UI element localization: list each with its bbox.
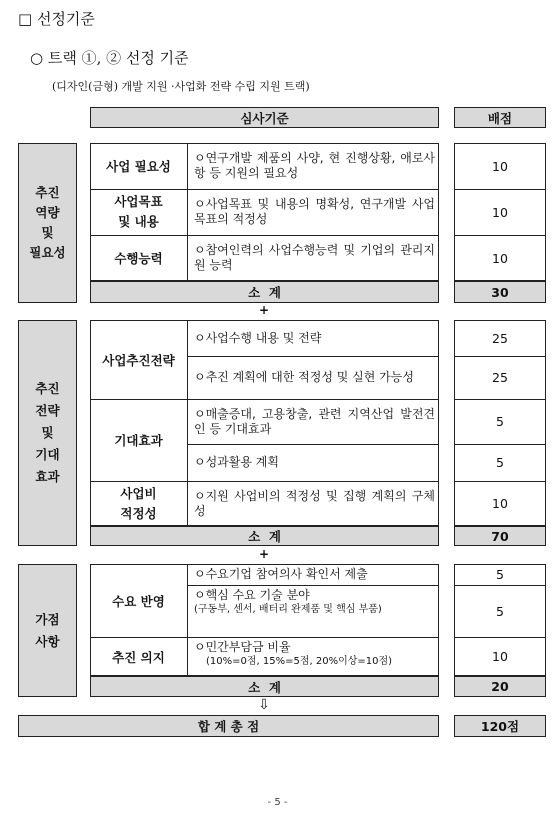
group-goals: 사업목표 및 내용 [114,194,163,229]
grand-total-label: 합 계 총 점 [18,715,439,737]
score-value: 10 [492,204,508,220]
criterion-core-tech: ㅇ핵심 수요 기술 분야 (구동부, 센서, 배터리 완제품 및 핵심 부품) [194,588,382,615]
subtotal-value: 30 [454,281,546,303]
sub-note: (디자인(금형) 개발 지원 ·사업화 전략 수립 지원 트랙) [52,80,310,93]
score-value: 25 [492,330,508,346]
criterion-effects: ㅇ매출증대, 고용창출, 관련 지역산업 발전견인 등 기대효과 [194,406,435,436]
group-strategy: 사업추진전략 [102,352,175,368]
subtotal-value: 20 [454,676,546,697]
criterion-goals: ㅇ사업목표 및 내용의 명확성, 연구개발 사업목표의 적정성 [194,197,435,226]
plus-sign: + [258,547,270,561]
sub-heading: ○ 트랙 ①, ② 선정 기준 [30,49,189,67]
category-strategy: 추진 전략 및 기대 효과 [18,320,77,546]
criterion-demand-confirm: ㅇ수요기업 참여의사 확인서 제출 [194,567,368,581]
page-number: - 5 - [267,797,288,808]
criteria-header: 심사기준 [90,107,439,128]
group-effects: 기대효과 [114,433,163,448]
category-bonus: 가점 사항 [18,564,77,697]
score-value: 5 [496,414,504,429]
section-heading: □ 선정기준 [18,10,95,28]
category-capability: 추진 역량 및 필요성 [18,143,77,303]
score-value: 5 [496,567,504,582]
criterion-outcomes: ㅇ성과활용 계획 [194,455,279,469]
criterion-private-ratio: ㅇ민간부담금 비율 (10%=0점, 15%=5점, 20%이상=10점) [194,640,393,667]
score-value: 10 [492,649,508,664]
group-capability: 수행능력 [114,251,163,266]
subtotal-label: 소 계 [90,676,439,697]
subtotal-label: 소 계 [90,281,439,303]
criterion-budget: ㅇ지원 사업비의 적정성 및 집행 계획의 구체성 [194,488,435,518]
subtotal-value: 70 [454,526,546,546]
subtotal-label: 소 계 [90,526,439,546]
score-header: 배점 [454,107,546,128]
score-value: 25 [492,370,508,385]
down-arrow-icon: ⇩ [258,697,270,713]
criterion-strategy-plan: ㅇ추진 계획에 대한 적정성 및 실현 가능성 [194,370,414,384]
score-value: 10 [492,250,508,266]
criterion-strategy-content: ㅇ사업수행 내용 및 전략 [194,330,322,345]
group-budget: 사업비 적정성 [120,485,157,521]
plus-sign: + [258,303,270,317]
group-demand: 수요 반영 [112,593,165,609]
grand-total-score: 120점 [454,715,546,737]
score-value: 5 [496,455,504,470]
score-value: 10 [492,496,508,511]
criterion-capability: ㅇ참여인력의 사업수행능력 및 기업의 관리지원 능력 [194,243,435,272]
group-necessity: 사업 필요성 [106,159,171,174]
score-value: 10 [492,158,508,174]
group-will: 추진 의지 [112,649,165,665]
criterion-necessity: ㅇ연구개발 제품의 사양, 현 진행상황, 애로사항 등 지원의 필요성 [194,151,435,180]
score-value: 5 [496,603,504,619]
